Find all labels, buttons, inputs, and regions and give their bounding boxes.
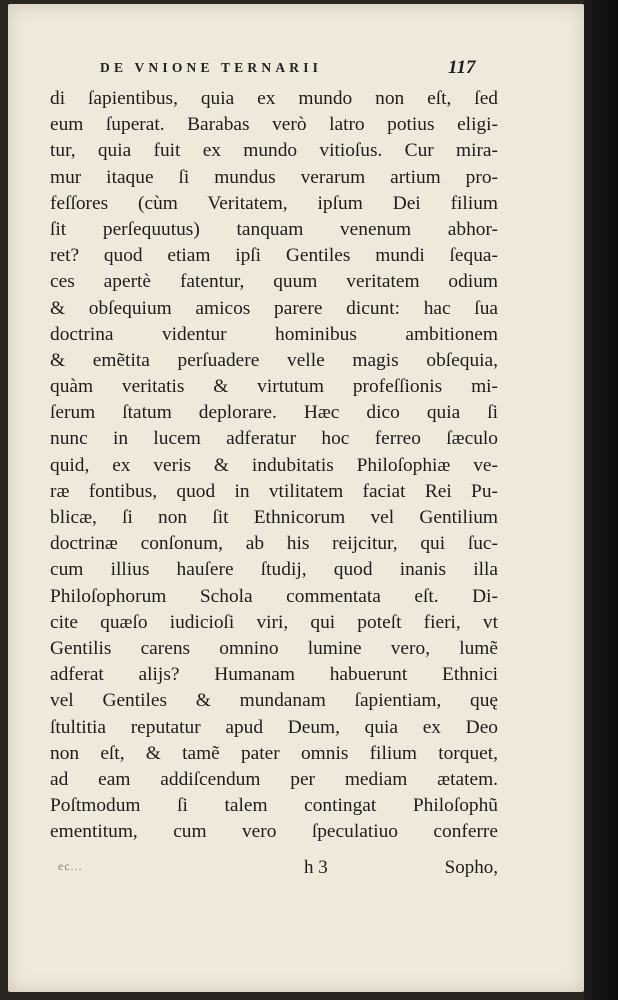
text-line: ſerum ſtatum deplorare. Hæc dico quia ſi (50, 402, 498, 424)
text-line: feſſores (cùm Veritatem, ipſum Dei filium (50, 192, 498, 214)
text-line: cite quæſo iudicioſi viri, qui poteſt fieri, vt (50, 611, 498, 633)
text-line: eum ſuperat. Barabas verò latro potius eligi- (50, 114, 498, 136)
text-line: cum illius hauſere ſtudij, quod inanis illa (50, 559, 498, 581)
text-line: quàm veritatis & virtutum profeſſionis mi- (50, 376, 498, 398)
scan-background-edge (584, 0, 618, 1000)
text-line: ſit perſequutus) tanquam venenum abhor- (50, 218, 498, 240)
running-title: DE VNIONE TERNARII (100, 60, 323, 75)
text-line: ementitum, cum vero ſpeculatiuo conferre (50, 821, 498, 843)
text-line: Philoſophorum Schola commentata eſt. Di- (50, 585, 498, 607)
text-line: mur itaque ſi mundus verarum artium pro- (50, 166, 498, 188)
text-line: ret? quod etiam ipſi Gentiles mundi ſequa- (50, 245, 498, 267)
text-line: vel Gentiles & mundanam ſapientiam, quę (50, 690, 498, 712)
text-line: doctrinæ conſonum, ab his reijcitur, qui ſuc- (50, 533, 498, 555)
text-line: di ſapientibus, quia ex mundo non eſt, ſed (50, 88, 498, 109)
body-text (50, 86, 498, 845)
signature-mark: h 3 (304, 857, 328, 878)
text-line: ræ fontibus, quod in vtilitatem faciat Rei Pu- (50, 480, 498, 502)
footer-mark: ec... (58, 859, 83, 873)
text-line: quid, ex veris & indubitatis Philoſophiæ ve- (50, 454, 498, 476)
text-line: Gentilis carens omnino lumine vero, lumẽ (50, 637, 498, 659)
text-line: ad eam addiſcendum per mediam ætatem. (50, 768, 498, 790)
text-line: blicæ, ſi non ſit Ethnicorum vel Gentilium (50, 507, 498, 528)
text-line: tur, quia fuit ex mundo vitioſus. Cur mira- (50, 140, 498, 162)
catchword: Sopho, (444, 857, 498, 878)
text-line: doctrina videntur hominibus ambitionem (50, 323, 498, 345)
text-line: ces apertè fatentur, quum veritatem odium (50, 271, 498, 293)
text-line: Poſtmodum ſi talem contingat Philoſophũ (50, 795, 498, 817)
text-line: ſtultitia reputatur apud Deum, quia ex Deo (50, 716, 498, 738)
text-line: nunc in lucem adferatur hoc ferreo ſæculo (50, 428, 498, 450)
text-line: & emẽtita perſuadere velle magis obſequia, (50, 349, 498, 371)
book-page (8, 4, 584, 992)
text-line: non eſt, & tamẽ pater omnis filium torquet, (50, 742, 498, 764)
text-line: adferat alijs? Humanam habuerunt Ethnici (50, 664, 498, 686)
text-line: & obſequium amicos parere dicunt: hac ſua (50, 297, 498, 319)
page-number: 117 (448, 57, 476, 78)
page-footer (50, 857, 498, 885)
